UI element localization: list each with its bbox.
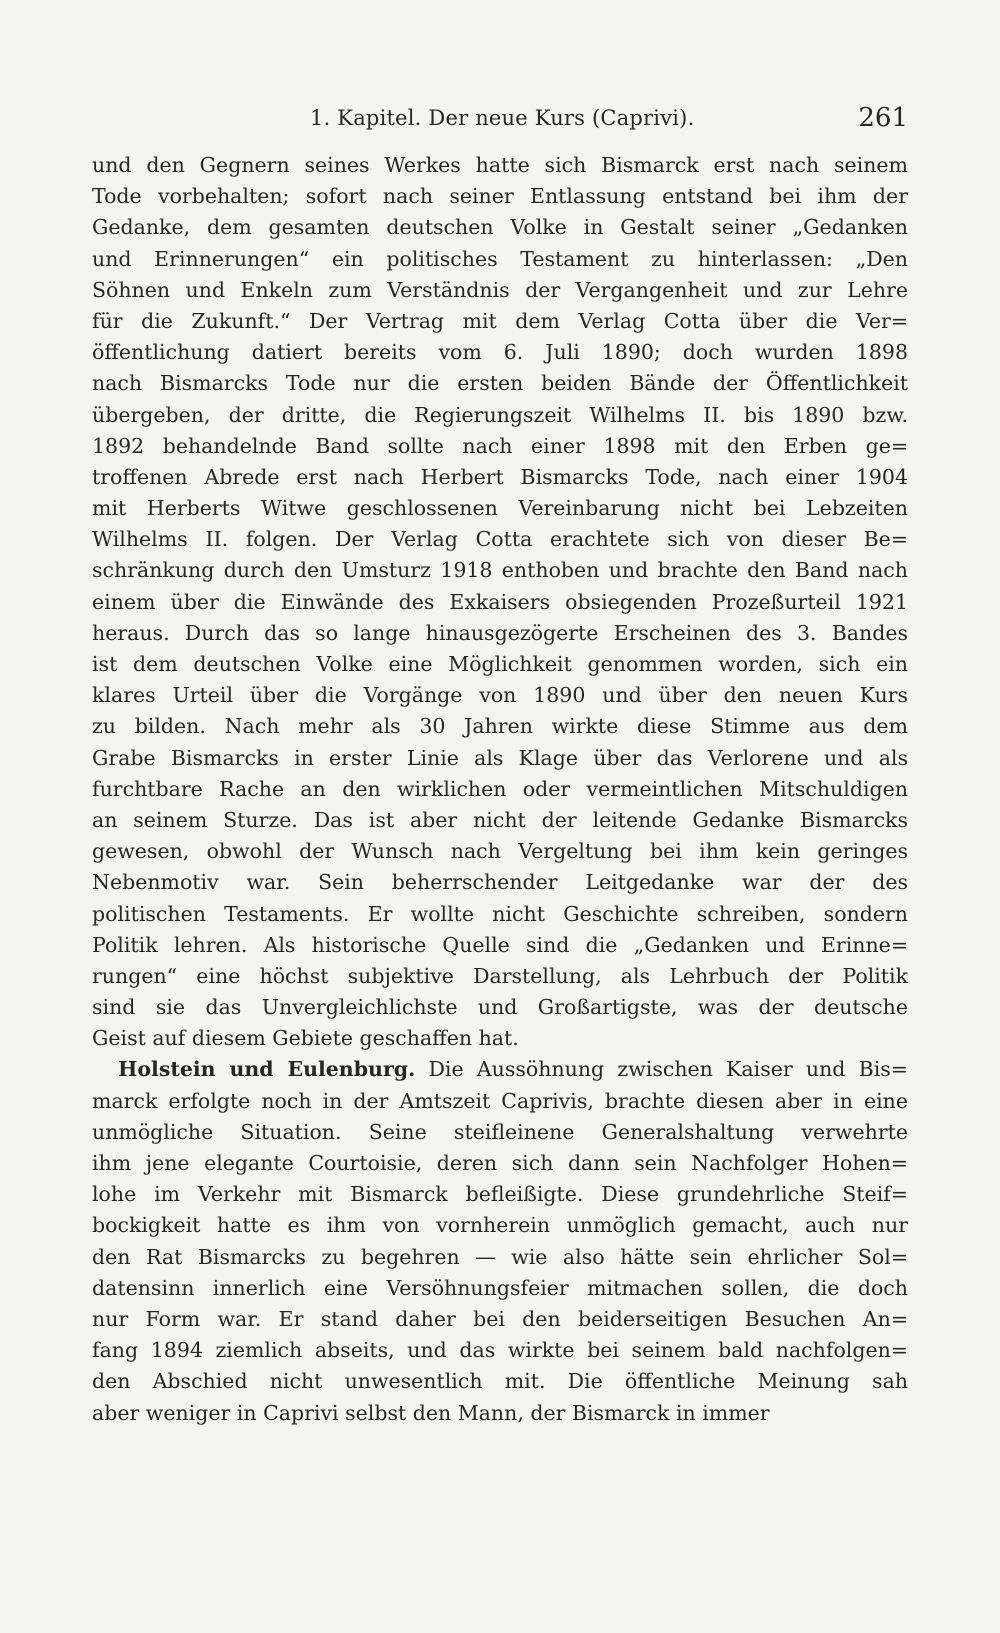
text-line: für die Zukunft.“ Der Vertrag mit dem Verlag Cotta über die Ver= — [92, 308, 908, 333]
text-line: politischen Testaments. Er wollte nicht Geschichte schreiben, sondern — [92, 901, 908, 926]
text-line: ihm jene elegante Courtoisie, deren sich dann sein Nachfolger Hohen= — [92, 1151, 908, 1175]
text-line: Nebenmotiv war. Sein beherrschender Leitgedanke war der des — [92, 870, 908, 895]
text-line: marck erfolgte noch in der Amtszeit Caprivis, brachte diesen aber in eine — [92, 1088, 908, 1113]
text-line: heraus. Durch das so lange hinausgezögerte Erscheinen des 3. Bandes — [92, 620, 908, 645]
text-line: gewesen, obwohl der Wunsch nach Vergeltung bei ihm kein geringes — [92, 839, 908, 864]
text-line: ist dem deutschen Volke eine Möglichkeit genommen worden, sich ein — [92, 652, 908, 676]
text-line: und den Gegnern seines Werkes hatte sich Bismarck erst nach seinem — [92, 153, 908, 177]
text-line: lohe im Verkehr mit Bismarck befleißigte. Diese grundehrliche Steif= — [92, 1182, 908, 1207]
text-line: fang 1894 ziemlich abseits, und das wirkte bei seinem bald nachfolgen= — [92, 1338, 908, 1363]
text-line: Tode vorbehalten; sofort nach seiner Entlassung entstand bei ihm der — [92, 184, 908, 209]
text-line-rest: Die Aussöhnung zwischen Kaiser und Bis= — [428, 1057, 908, 1082]
text-line: an seinem Sturze. Das ist aber nicht der leitende Gedanke Bismarcks — [92, 807, 908, 832]
paragraph-2 — [92, 1054, 908, 1428]
page-number: 261 — [858, 103, 908, 133]
text-line: troffenen Abrede erst nach Herbert Bismarcks Tode, nach einer 1904 — [92, 464, 908, 489]
text-line: klares Urteil über die Vorgänge von 1890 und über den neuen Kurs — [92, 683, 908, 708]
paragraph-1 — [92, 150, 908, 1054]
body-text — [92, 150, 908, 1429]
running-head: 1. Kapitel. Der neue Kurs (Caprivi). — [310, 106, 695, 130]
text-line: aber weniger in Caprivi selbst den Mann, der Bismarck in immer — [92, 1400, 770, 1425]
text-line: schränkung durch den Umsturz 1918 enthoben und brachte den Band nach — [92, 558, 908, 583]
text-line: 1892 behandelnde Band sollte nach einer 1898 mit den Erben ge= — [92, 433, 908, 458]
text-line: rungen“ eine höchst subjektive Darstellung, als Lehrbuch der Politik — [92, 963, 908, 988]
text-line: übergeben, der dritte, die Regierungszeit Wilhelms II. bis 1890 bzw. — [92, 402, 908, 427]
text-line: Söhnen und Enkeln zum Verständnis der Vergangenheit und zur Lehre — [92, 277, 908, 302]
text-line: den Rat Bismarcks zu begehren — wie also hätte sein ehrlicher Sol= — [92, 1244, 908, 1269]
text-line: sind sie das Unvergleichlichste und Großartigste, was der deutsche — [92, 995, 908, 1020]
text-line: Wilhelms II. folgen. Der Verlag Cotta erachtete sich von dieser Be= — [92, 527, 908, 552]
text-line — [92, 1054, 908, 1085]
text-line: unmögliche Situation. Seine steifleinene Generalshaltung verwehrte — [92, 1119, 908, 1144]
text-line: Gedanke, dem gesamten deutschen Volke in Gestalt seiner „Gedanken — [92, 215, 908, 240]
page-header — [92, 98, 908, 138]
text-line: datensinn innerlich eine Versöhnungsfeier mitmachen sollen, die doch — [92, 1275, 908, 1300]
text-line: Geist auf diesem Gebiete geschaffen hat. — [92, 1026, 519, 1051]
text-line: öffentlichung datiert bereits vom 6. Juli 1890; doch wurden 1898 — [92, 340, 908, 365]
text-line: Politik lehren. Als historische Quelle sind die „Gedanken und Erinne= — [92, 932, 908, 957]
text-line: furchtbare Rache an den wirklichen oder vermeintlichen Mitschuldigen — [92, 776, 908, 801]
text-line: mit Herberts Witwe geschlossenen Vereinbarung nicht bei Lebzeiten — [92, 496, 908, 521]
text-line: bockigkeit hatte es ihm von vornherein unmöglich gemacht, auch nur — [92, 1213, 908, 1238]
text-line: den Abschied nicht unwesentlich mit. Die öffentliche Meinung sah — [92, 1369, 908, 1394]
text-line: Grabe Bismarcks in erster Linie als Klage über das Verlorene und als — [92, 745, 908, 770]
text-line: und Erinnerungen“ ein politisches Testament zu hinterlassen: „Den — [92, 246, 908, 271]
text-line: nur Form war. Er stand daher bei den beiderseitigen Besuchen An= — [92, 1306, 908, 1331]
text-line: einem über die Einwände des Exkaisers obsiegenden Prozeßurteil 1921 — [92, 589, 908, 614]
text-line: nach Bismarcks Tode nur die ersten beiden Bände der Öffentlichkeit — [92, 371, 908, 396]
section-heading: Holstein und Eulenburg. — [118, 1057, 416, 1082]
text-line: zu bilden. Nach mehr als 30 Jahren wirkte diese Stimme aus dem — [92, 714, 908, 739]
